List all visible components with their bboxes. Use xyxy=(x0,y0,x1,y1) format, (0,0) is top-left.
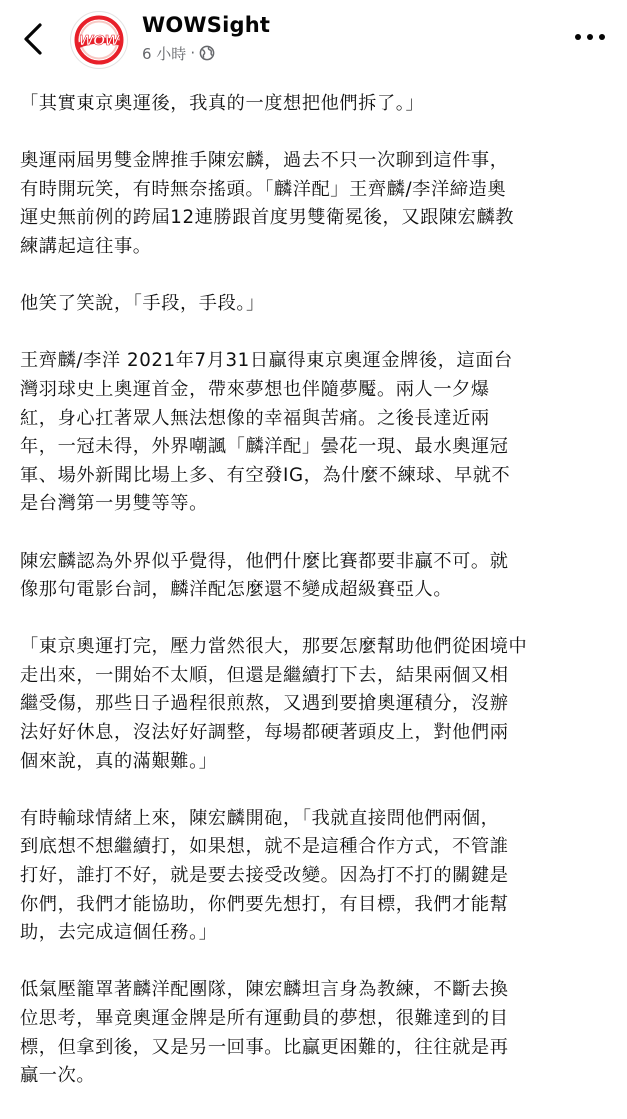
post-text-line: 運史無前例的跨屆12連勝跟首度男雙衛冕後，又跟陳宏麟教 xyxy=(20,207,515,229)
more-horizontal-icon xyxy=(575,34,581,40)
more-options-button[interactable] xyxy=(575,30,605,44)
post-paragraph xyxy=(20,548,610,605)
avatar[interactable] xyxy=(70,11,128,69)
post-text-line: 打好，誰打不好，就是要去接受改變。因為打不打的關鍵是 xyxy=(20,865,509,887)
post-text-line: 助，去完成這個任務。」 xyxy=(20,922,218,944)
post-text-line: 王齊麟/李洋 2021年7月31日贏得東京奧運金牌後，這面台 xyxy=(20,350,513,372)
post-text-line: 「其實東京奧運後，我真的一度想把他們拆了。」 xyxy=(20,93,425,114)
logo-text: WOW xyxy=(79,32,119,49)
post-text xyxy=(20,90,610,1119)
post-paragraph xyxy=(20,147,610,261)
post-meta xyxy=(142,43,215,63)
post-paragraph xyxy=(20,976,610,1090)
post-text-line: 像那句電影台詞，麟洋配怎麼還不變成超級賽亞人。 xyxy=(20,579,453,601)
post-text-line: 他笑了笑說，「手段，手段。」 xyxy=(20,293,265,315)
post-paragraph xyxy=(20,290,610,319)
post-text-line: 有時輸球情緒上來，陳宏麟開砲，「我就直接問他們兩個， xyxy=(20,807,500,829)
timestamp[interactable]: 6 小時 xyxy=(142,44,187,63)
post-text-line: 練講起這往事。 xyxy=(20,235,152,257)
post-header xyxy=(0,0,627,78)
post-text-line: 是台灣第一男雙等等。 xyxy=(20,493,208,515)
post-text-line: 到底想不想繼續打，如果想，就不是這種合作方式，不管誰 xyxy=(20,836,509,858)
post-text-line: 贏一次。 xyxy=(20,1065,96,1087)
post-text-line: 繼受傷，那些日子過程很煎熬，又遇到要搶奧運積分，沒辦 xyxy=(20,693,509,715)
post-text-line: 奧運兩屆男雙金牌推手陳宏麟，過去不只一次聊到這件事， xyxy=(20,150,509,172)
post-text-line: 有時開玩笑，有時無奈搖頭。「麟洋配」王齊麟/李洋締造奧 xyxy=(20,178,507,200)
post-text-line: 法好好休息，沒法好好調整，每場都硬著頭皮上，對他們兩 xyxy=(20,722,509,744)
post-paragraph xyxy=(20,90,610,119)
post-text-line: 年，一冠未得，外界嘲諷「麟洋配」曇花一現、最水奧運冠 xyxy=(20,436,509,458)
post-text-line: 「東京奧運打完，壓力當然很大，那要怎麼幫助他們從困境中 xyxy=(20,636,528,658)
post-paragraph xyxy=(20,633,610,776)
post-paragraph xyxy=(20,805,610,948)
wow-logo xyxy=(71,12,127,68)
post-text-line: 軍、場外新聞比場上多、有空發IG，為什麼不練球、早就不 xyxy=(20,464,511,486)
post-text-line: 陳宏麟認為外界似乎覺得，他們什麼比賽都要非贏不可。就 xyxy=(20,550,509,572)
post-text-line: 個來說，真的滿艱難。」 xyxy=(20,750,218,772)
post-text-line: 標，但拿到後，又是另一回事。比贏更困難的，往往就是再 xyxy=(20,1036,509,1058)
post-text-line: 你們，我們才能協助，你們要先想打，有目標，我們才能幫 xyxy=(20,893,509,915)
post-text-line: 位思考，畢竟奧運金牌是所有運動員的夢想，很難達到的目 xyxy=(20,1008,509,1029)
post-text-line: 走出來，一開始不太順，但還是繼續打下去，結果兩個又相 xyxy=(20,664,509,686)
back-button[interactable] xyxy=(20,22,48,56)
post-paragraph xyxy=(20,347,610,519)
post-text-line: 低氣壓籠罩著麟洋配團隊，陳宏麟坦言身為教練，不斷去換 xyxy=(20,979,509,1001)
post-text-line: 紅，身心扛著眾人無法想像的幸福與苦痛。之後長達近兩 xyxy=(20,407,490,429)
meta-separator: · xyxy=(190,44,196,62)
chevron-left-icon xyxy=(20,22,48,56)
globe-icon xyxy=(199,45,215,61)
page-name[interactable]: WOWSight xyxy=(142,13,271,37)
post-text-line: 灣羽球史上奧運首金，帶來夢想也伴隨夢魘。兩人一夕爆 xyxy=(20,378,490,400)
